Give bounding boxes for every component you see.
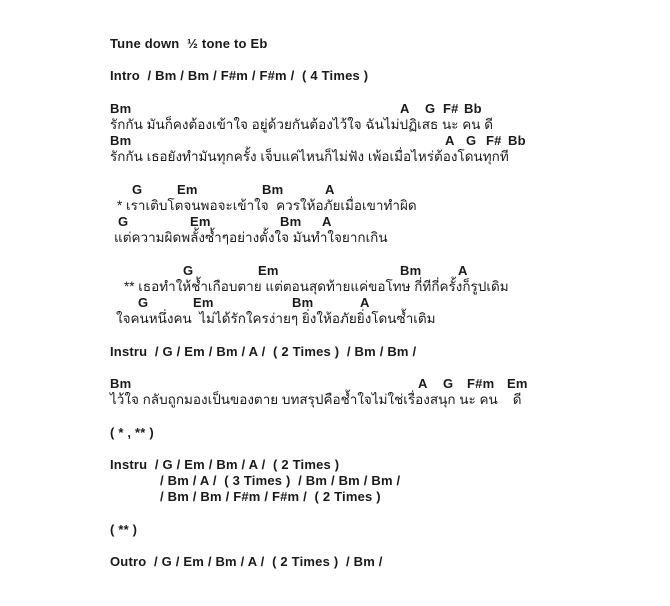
chord-label: Bm — [292, 295, 314, 310]
chord-label: F# — [443, 100, 459, 116]
text-segment: Outro / G / Em / Bm / A / ( 2 Times ) / Bm / — [110, 554, 383, 569]
text-segment: / Bm / A / ( 3 Times ) / Bm / Bm / Bm / — [160, 473, 401, 489]
chord-label: A — [322, 214, 332, 230]
chord-label: A — [445, 133, 455, 149]
text-segment: รักกัน เธอยังทำมันทุกครั้ง เจ็บแค่ไหนก็ไม่ฟัง เพ้อเมื่อไหร่ต้องโดนทุกที — [110, 149, 509, 165]
blank-line — [0, 505, 670, 521]
text-segment: ( ** ) — [110, 521, 138, 537]
blank-line — [0, 441, 670, 457]
chord-label: Bm — [110, 133, 132, 149]
section-line — [0, 344, 670, 360]
chord-label: A — [360, 295, 370, 310]
chord-label: G — [425, 100, 436, 116]
title-line — [0, 36, 670, 52]
blank-line — [0, 327, 670, 343]
text-segment: ไว้ใจ กลับถูกมองเป็นของตาย บทสรุปคือช้ำใจไม่ใช่เรื่องสนุก นะ คน ดี — [110, 392, 522, 408]
chords-line — [0, 101, 670, 117]
section-line — [0, 473, 670, 489]
chords-line — [0, 214, 670, 230]
text-segment: / Bm / Bm / F#m / F#m / ( 2 Times ) — [160, 489, 381, 505]
chord-label: Bb — [508, 133, 526, 149]
chord-label: G — [118, 214, 129, 230]
chords-line — [0, 182, 670, 198]
chord-label: Bb — [464, 100, 482, 116]
text-segment: Tune down ½ tone to Eb — [110, 36, 268, 51]
lyric-line — [0, 198, 670, 214]
blank-line — [0, 52, 670, 68]
text-segment: Instru / G / Em / Bm / A / ( 2 Times ) / Bm / Bm / — [110, 343, 417, 359]
chord-label: Bm — [110, 375, 132, 391]
chord-label: A — [325, 181, 335, 197]
chord-label: Bm — [110, 100, 132, 116]
text-segment: ** เธอทำให้ช้ำเกือบตาย แต่ตอนสุดท้ายแค่ขอโทษ กี่ทีกี่ครั้งก็รูปเดิม — [124, 278, 509, 294]
chord-label: Em — [177, 181, 198, 197]
chord-label: Bm — [280, 214, 302, 230]
marker-line — [0, 522, 670, 538]
text-segment: ใจคนหนึ่งคน ไม่ได้รักใครง่ายๆ ยิ่งให้อภัยยิ่งโดนซ้ำเติม — [116, 311, 436, 327]
chord-label: Em — [190, 214, 211, 230]
text-segment: ( * , ** ) — [110, 424, 154, 440]
blank-line — [0, 246, 670, 262]
blank-line — [0, 408, 670, 424]
section-line — [0, 457, 670, 473]
text-segment: รักกัน มันก็คงต้องเข้าใจ อยู่ด้วยกันต้องไว้ใจ ฉันไม่ปฏิเสธ นะ คน ดี — [110, 116, 494, 132]
text-segment: Instru / G / Em / Bm / A / ( 2 Times ) — [110, 456, 340, 472]
blank-line — [0, 360, 670, 376]
section-line — [0, 554, 670, 570]
chord-label: G — [183, 262, 194, 278]
lyric-line — [0, 230, 670, 246]
chord-label: F# — [486, 133, 502, 149]
chord-label: G — [138, 295, 149, 310]
lyric-line — [0, 311, 670, 327]
chord-label: A — [400, 100, 410, 116]
chords-line — [0, 295, 670, 311]
text-segment: * เราเติบโตจนพอจะเข้าใจ ควรให้อภัยเมื่อเขาทำผิด — [117, 197, 417, 213]
chord-label: G — [466, 133, 477, 149]
section-line — [0, 489, 670, 505]
section-line — [0, 68, 670, 84]
chord-label: G — [132, 181, 143, 197]
text-segment: แต่ความผิดพลั้งซ้ำๆอย่างตั้งใจ มันทำใจยากเกิน — [114, 230, 388, 246]
chord-label: F#m — [467, 375, 495, 391]
lyric-line — [0, 392, 670, 408]
chord-label: A — [458, 262, 468, 278]
chords-line — [0, 263, 670, 279]
chords-line — [0, 133, 670, 149]
blank-line — [0, 166, 670, 182]
lyric-line — [0, 279, 670, 295]
chord-label: Bm — [400, 262, 422, 278]
chord-label: Em — [193, 295, 214, 310]
chord-label: G — [443, 375, 454, 391]
chord-label: A — [418, 375, 428, 391]
marker-line — [0, 425, 670, 441]
lyric-line — [0, 117, 670, 133]
chord-label: Em — [507, 375, 528, 391]
chords-line — [0, 376, 670, 392]
blank-line — [0, 85, 670, 101]
blank-line — [0, 538, 670, 554]
lyric-line — [0, 149, 670, 165]
chord-label: Bm — [262, 181, 284, 197]
chord-label: Em — [258, 262, 279, 278]
text-segment: Intro / Bm / Bm / F#m / F#m / ( 4 Times ) — [110, 68, 369, 84]
